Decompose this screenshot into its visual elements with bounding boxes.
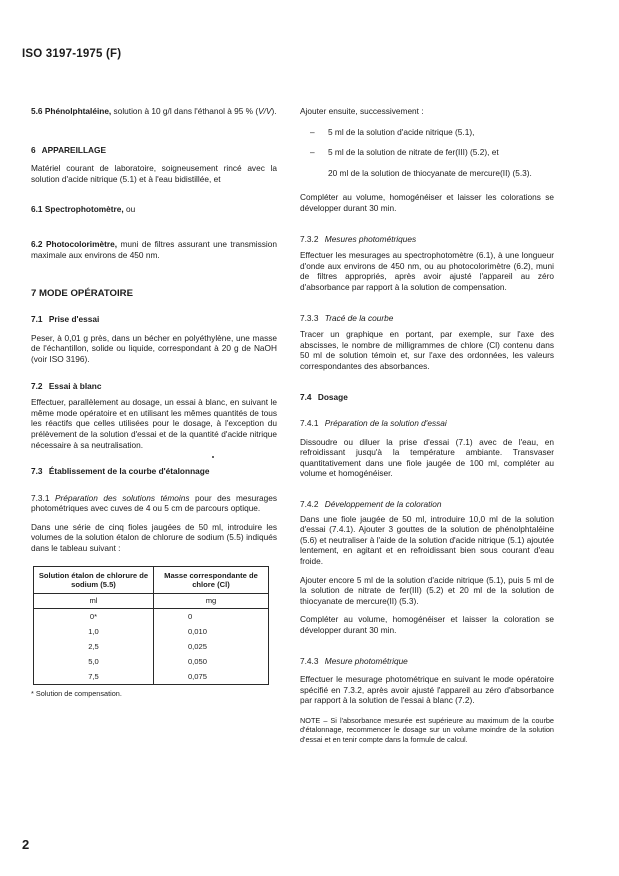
- section-5-6-text1: solution à 10 g/l dans l'éthanol à 95 % (: [111, 106, 259, 116]
- section-7-4-title: Dosage: [317, 391, 348, 402]
- section-7-4-1-number: 7.4.1: [300, 418, 319, 429]
- table-cell-volume: 7,5: [34, 669, 154, 685]
- table-cell-mass: 0: [153, 608, 268, 624]
- section-5-6-title: Phénolphtaléine,: [44, 106, 112, 116]
- section-7-1-number: 7.1: [31, 314, 43, 325]
- section-7-1-title: Prise d'essai: [48, 314, 100, 325]
- section-7-4-heading: [300, 392, 554, 403]
- list-item: [300, 168, 554, 179]
- table-cell-volume: 2,5: [34, 639, 154, 654]
- section-6-2-text: muni de filtres assurant une transmission maximale aux environs de 450 nm.: [31, 238, 277, 260]
- table-row: [34, 608, 269, 624]
- section-7-3-2-text: Effectuer les mesurages au spectrophotomètre (6.1), à une longueur d'onde aux environs de 450 nm, ou au photocolorimètre (6.2), muni de filtres appropriés, après avoir ajusté l'appareil au zéro d'absorbance par rapport à la solution de compensation.: [300, 250, 554, 292]
- section-6-1-text: ou: [123, 204, 136, 215]
- section-7-heading: [31, 288, 277, 300]
- section-6-text: Matériel courant de laboratoire, soigneusement rincé avec la solution d'acide nitrique (5.1) et à l'eau bidistillée, et: [31, 163, 277, 184]
- table-unit-row: [34, 593, 269, 608]
- section-7-3-2-title: Mesures photométriques: [324, 233, 417, 244]
- table-cell-volume: 5,0: [34, 654, 154, 669]
- table-unit-col2: mg: [153, 593, 268, 608]
- section-7-4-1-heading: [300, 418, 554, 429]
- list-item: [300, 127, 554, 138]
- section-5-6-number: 5.6: [31, 106, 43, 116]
- section-7-number: 7: [31, 288, 37, 300]
- section-7-3-3-text: Tracer un graphique en portant, par exemple, sur l'axe des abscisses, le nombre de milligrammes de chlore (Cl) contenu dans 50 ml de solution témoin et, sur l'axe des ordonnées, les valeurs correspondantes des absorbances.: [300, 329, 554, 371]
- section-7-title: MODE OPÉRATOIRE: [39, 288, 134, 300]
- section-6-title: APPAREILLAGE: [41, 144, 107, 155]
- dash-bullet: –: [310, 126, 315, 137]
- list-item: [300, 147, 554, 158]
- section-7-2-number: 7.2: [31, 380, 43, 391]
- section-7-3-1-number: 7.3.1: [31, 492, 50, 503]
- table-header-col1: Solution étalon de chlorure de sodium (5.5): [34, 566, 154, 593]
- table-cell-volume: 0*: [34, 608, 154, 624]
- table-unit-col1: ml: [34, 593, 154, 608]
- section-5-6-unit: V/V: [258, 106, 272, 116]
- section-7-1-heading: [31, 314, 277, 325]
- section-7-3-title: Établissement de la courbe d'étalonnage: [48, 466, 210, 477]
- section-7-3-number: 7.3: [31, 466, 43, 477]
- page-number: 2: [22, 837, 30, 852]
- table-header-row: [34, 566, 269, 593]
- section-7-3-1: [31, 493, 277, 514]
- reagents-intro: Ajouter ensuite, successivement :: [300, 106, 424, 116]
- right-column: [300, 106, 554, 744]
- section-7-3-3-number: 7.3.3: [300, 312, 319, 323]
- section-7-4-2-text1: Dans une fiole jaugée de 50 ml, introduire 10,0 ml de la solution d'essai (7.4.1). Ajouter 3 gouttes de la solution de phénolphtaléine (5.6) et neutraliser à l'aide de la solution d'acide nitrique (5.1) ajoutée lentement, en agitant et en refroidissant bien sous courant d'eau froide.: [300, 513, 554, 567]
- table-row: [34, 669, 269, 685]
- section-7-3-3-heading: [300, 313, 554, 324]
- section-7-4-3-note: NOTE – Si l'absorbance mesurée est supérieure au maximum de la courbe d'étalonnage, recommencer le dosage sur un volume moindre de la solution d'essai et en tenir compte dans la formule de calcul.: [300, 715, 554, 744]
- section-7-4-number: 7.4: [300, 391, 312, 402]
- table-row: [34, 654, 269, 669]
- section-6-2-number: 6.2: [31, 238, 43, 249]
- section-7-3-3-title: Tracé de la courbe: [324, 312, 394, 323]
- section-7-4-2-text3: Compléter au volume, homogénéiser et laisser la coloration se développer durant 30 min.: [300, 614, 554, 635]
- calibration-table: [33, 566, 269, 685]
- section-6-2-title: Photocolorimètre,: [46, 238, 117, 249]
- list-item-text: 5 ml de la solution de nitrate de fer(III) (5.2), et: [328, 147, 499, 158]
- section-6-number: 6: [31, 144, 36, 155]
- section-7-4-1-text: Dissoudre ou diluer la prise d'essai (7.1) avec de l'eau, en refroidissant jusqu'à la température ambiante. Transvaser quantitativement dans une fiole jaugée de 100 ml, compléter au volume et homogénéiser.: [300, 436, 554, 479]
- list-item-text: 5 ml de la solution d'acide nitrique (5.1),: [328, 126, 475, 137]
- section-6-heading: [31, 145, 277, 156]
- complete-text: Compléter au volume, homogénéiser et laisser les colorations se développer durant 30 min.: [300, 192, 554, 213]
- section-7-4-2-title: Développement de la coloration: [324, 499, 442, 510]
- section-7-4-3-text: Effectuer le mesurage photométrique en suivant le mode opératoire spécifié en 7.3.2, après avoir ajusté l'appareil au zéro d'absorbance par rapport à la solution de l'essai à blanc (7.2).: [300, 674, 554, 706]
- section-6-1-title: Spectrophotomètre,: [44, 204, 124, 215]
- table-cell-mass: 0,050: [153, 654, 268, 669]
- section-7-4-3-number: 7.4.3: [300, 655, 319, 666]
- left-column: [31, 106, 277, 698]
- section-6-2: [31, 239, 277, 260]
- section-7-4-1-title: Préparation de la solution d'essai: [324, 418, 447, 429]
- section-7-2-title: Essai à blanc: [48, 380, 102, 391]
- section-5-6: [31, 106, 277, 117]
- table-row: [34, 624, 269, 639]
- section-7-3-2-number: 7.3.2: [300, 233, 319, 244]
- section-7-3-1-text: pour des mesurages photométriques avec cuves de 4 ou 5 cm de parcours optique.: [31, 492, 278, 514]
- section-7-2-heading: [31, 381, 277, 392]
- table-footnote: * Solution de compensation.: [31, 688, 122, 698]
- section-7-4-2-heading: [300, 499, 554, 510]
- section-7-3-1-text2: Dans une série de cinq fioles jaugées de 50 ml, introduire les volumes de la solution étalon de chlorure de sodium (5.5) indiqués dans le tableau suivant :: [31, 521, 277, 554]
- dash-bullet: –: [310, 147, 315, 158]
- section-7-3-heading: [31, 466, 277, 477]
- table-cell-volume: 1,0: [34, 624, 154, 639]
- section-7-4-3-title: Mesure photométrique: [324, 655, 408, 666]
- document-header: ISO 3197-1975 (F): [22, 48, 122, 60]
- table-cell-mass: 0,010: [153, 624, 268, 639]
- section-7-4-2-text2: Ajouter encore 5 ml de la solution d'acide nitrique (5.1), puis 5 ml de la solution de nitrate de fer(III) (5.2) et 20 ml de la solution de thiocyanate de mercure(II) (5.3).: [300, 574, 554, 606]
- table-row: [34, 639, 269, 654]
- section-7-3-2-heading: [300, 234, 554, 245]
- section-7-4-2-number: 7.4.2: [300, 499, 319, 510]
- section-6-1: [31, 204, 277, 215]
- table-cell-mass: 0,075: [153, 669, 268, 685]
- section-7-3-1-title: Préparation des solutions témoins: [54, 492, 190, 503]
- section-7-2-text: Effectuer, parallèlement au dosage, un essai à blanc, en suivant le même mode opératoire et en utilisant les mêmes quantités de tous les réactifs que celles utilisées pour le dosage, à l'exception du prélèvement de la solution d'essai et de la quantité d'acide nitrique nécessaire à sa neutralisation.: [31, 397, 277, 450]
- list-item-text: 20 ml de la solution de thiocyanate de mercure(II) (5.3).: [328, 167, 532, 178]
- section-7-4-3-heading: [300, 656, 554, 667]
- section-5-6-text2: ).: [271, 106, 277, 116]
- table-header-col2: Masse correspondante de chlore (Cl): [153, 566, 268, 593]
- section-7-1-text: Peser, à 0,01 g près, dans un bécher en polyéthylène, une masse de l'échantillon, solide ou liquide, correspondant à 20 g de NaOH (voir ISO 3196).: [31, 332, 277, 364]
- table-cell-mass: 0,025: [153, 639, 268, 654]
- section-6-1-number: 6.1: [31, 204, 43, 215]
